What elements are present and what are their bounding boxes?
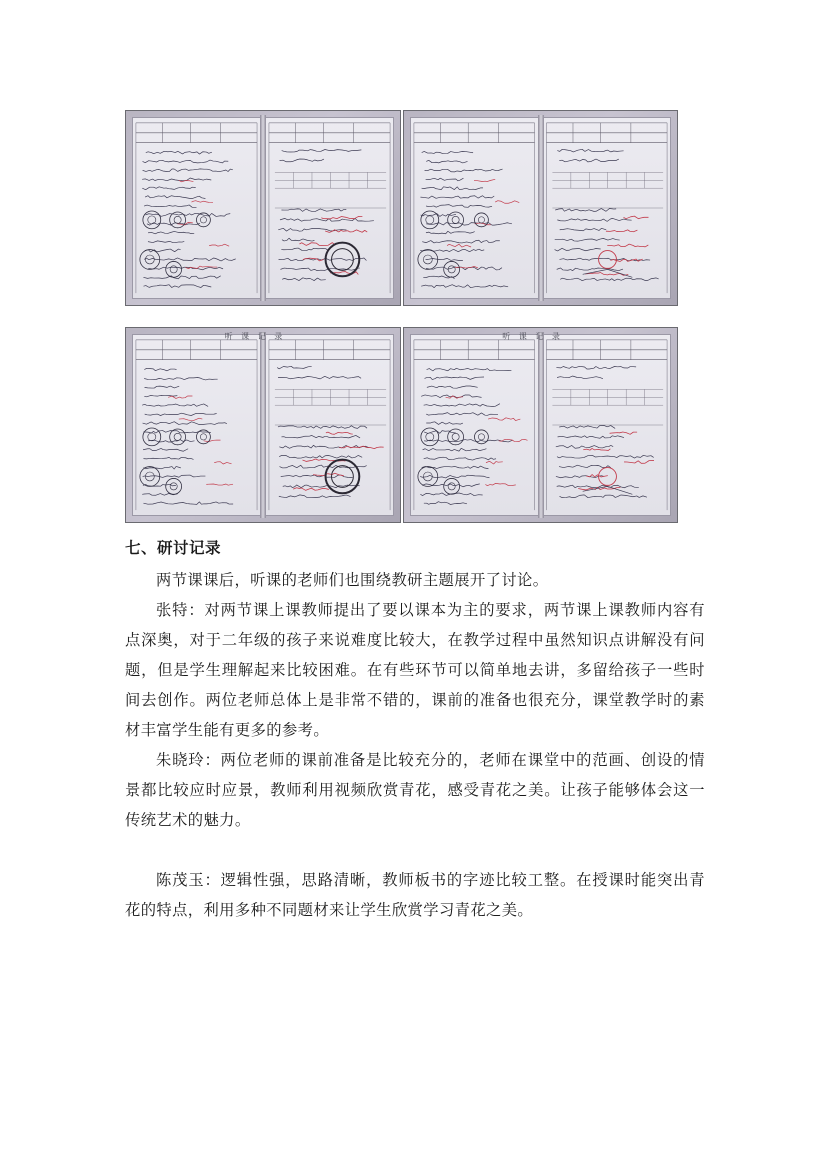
photo-caption: 听 课 记 录 xyxy=(224,332,286,341)
discussion-comment-zhang: 张特：对两节课上课教师提出了要以课本为主的要求，两节课上课教师内容有点深奥，对于二年级的孩子来说难度比较大，在教学过程中虽然知识点讲解没有问题，但是学生理解起来比较困难。在有些环节可以简单地去讲，多留给孩子一些时间去创作。两位老师总体上是非常不错的，课前的准备也很充分，课堂教学时的素材丰富学生能有更多的参考。 xyxy=(125,601,705,739)
handwritten-notes-image xyxy=(404,328,677,522)
lesson-record-photo-2 xyxy=(403,110,678,306)
lesson-record-photo-4 xyxy=(403,327,678,523)
section-heading: 七、研讨记录 xyxy=(125,539,222,557)
discussion-intro-paragraph: 两节课课后，听课的老师们也围绕教研主题展开了讨论。 xyxy=(156,571,549,589)
handwritten-notes-image xyxy=(404,111,677,305)
lesson-record-photo-1 xyxy=(125,110,401,306)
handwritten-notes-image xyxy=(126,111,400,305)
discussion-comment-chen: 陈茂玉：逻辑性强，思路清晰，教师板书的字迹比较工整。在授课时能突出青花的特点，利用多种不同题材来让学生欣赏学习青花之美。 xyxy=(125,871,705,919)
handwritten-notes-image xyxy=(126,328,400,522)
discussion-comment-zhu: 朱晓玲：两位老师的课前准备是比较充分的，老师在课堂中的范画、创设的情景都比较应时应景，教师利用视频欣赏青花，感受青花之美。让孩子能够体会这一传统艺术的魅力。 xyxy=(125,751,705,829)
lesson-record-photo-3 xyxy=(125,327,401,523)
lesson-record-photos xyxy=(125,110,678,523)
photo-caption: 听 课 记 录 xyxy=(502,332,563,341)
